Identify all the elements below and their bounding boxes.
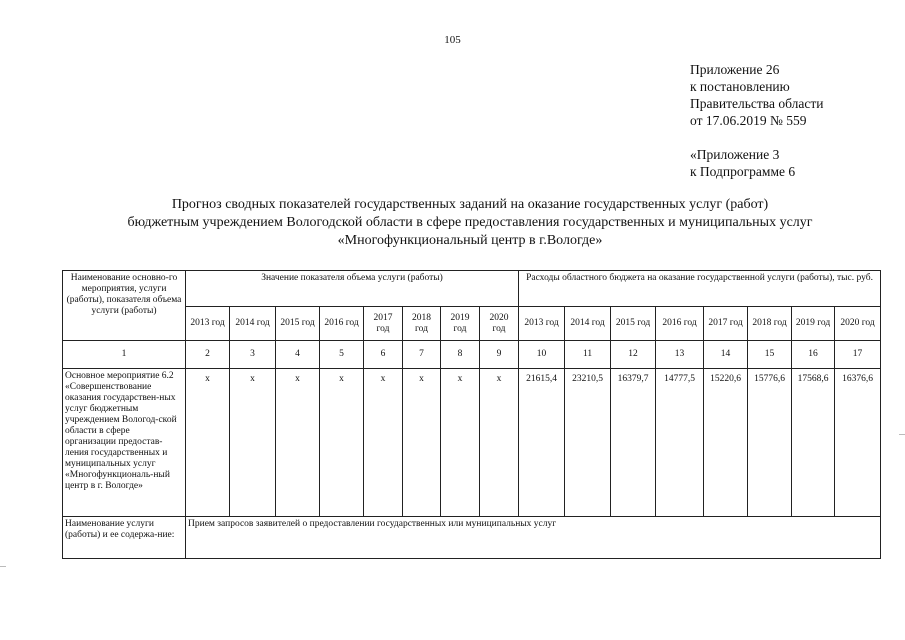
appendix-reference bbox=[690, 61, 823, 129]
column-number-row bbox=[63, 341, 881, 369]
volume-value-cell: х bbox=[364, 369, 403, 517]
column-number-cell: 8 bbox=[441, 341, 480, 369]
expense-year-cell: 2015 год bbox=[611, 307, 656, 341]
column-number-cell: 15 bbox=[748, 341, 792, 369]
column-number-cell: 2 bbox=[186, 341, 230, 369]
column-number-cell: 5 bbox=[320, 341, 364, 369]
volume-value-cell: х bbox=[441, 369, 480, 517]
column-number-cell: 6 bbox=[364, 341, 403, 369]
expense-value-cell: 16379,7 bbox=[611, 369, 656, 517]
header-expenses-cell: Расходы областного бюджета на оказание государственной услуги (работы), тыс. руб. bbox=[519, 271, 881, 307]
column-number-cell: 13 bbox=[656, 341, 704, 369]
expense-value-cell: 16376,6 bbox=[835, 369, 881, 517]
volume-value-cell: х bbox=[480, 369, 519, 517]
header-volume-cell: Значение показателя объема услуги (работы) bbox=[186, 271, 519, 307]
expense-year-cell: 2016 год bbox=[656, 307, 704, 341]
volume-value-cell: х bbox=[186, 369, 230, 517]
expense-value-cell: 23210,5 bbox=[565, 369, 611, 517]
volume-year-cell: 2013 год bbox=[186, 307, 230, 341]
volume-year-cell: 2014 год bbox=[230, 307, 276, 341]
title-line: бюджетным учреждением Вологодской области в сфере предоставления государственных и муниципальных услуг bbox=[127, 215, 813, 230]
column-number-cell: 9 bbox=[480, 341, 519, 369]
volume-year-cell: 2019 год bbox=[441, 307, 480, 341]
column-number-cell: 17 bbox=[835, 341, 881, 369]
event-name-cell: Основное мероприятие 6.2 «Совершенствование оказания государствен-ных услуг бюджетным учреждением Вологод-ской области в сфере организации предостав-ления государственных и муниципальных услуг «Многофункциональ-ный центр в г. Вологде» bbox=[63, 369, 186, 517]
volume-value-cell: х bbox=[320, 369, 364, 517]
expense-value-cell: 21615,4 bbox=[519, 369, 565, 517]
table-row-event bbox=[63, 369, 881, 517]
service-label-cell: Наименование услуги (работы) и ее содержа-ние: bbox=[63, 517, 186, 559]
sub-appendix-line: «Приложение 3 bbox=[690, 147, 780, 162]
volume-year-cell: 2017 год bbox=[364, 307, 403, 341]
volume-year-cell: 2016 год bbox=[320, 307, 364, 341]
expense-value-cell: 15776,6 bbox=[748, 369, 792, 517]
sub-appendix-line: к Подпрограмме 6 bbox=[690, 164, 796, 179]
table-years-row bbox=[63, 307, 881, 341]
column-number-cell: 10 bbox=[519, 341, 565, 369]
volume-value-cell: х bbox=[276, 369, 320, 517]
column-number-cell: 11 bbox=[565, 341, 611, 369]
scan-edge-mark bbox=[899, 434, 905, 435]
volume-value-cell: х bbox=[403, 369, 441, 517]
header-name-cell: Наименование основно-го мероприятия, услуги (работы), показателя объема услуги (работы) bbox=[63, 271, 186, 341]
expense-year-cell: 2017 год bbox=[704, 307, 748, 341]
title-line: «Многофункциональный центр в г.Вологде» bbox=[337, 233, 603, 248]
column-number-cell: 1 bbox=[63, 341, 186, 369]
appendix-line: от 17.06.2019 № 559 bbox=[690, 113, 807, 128]
volume-year-cell: 2018 год bbox=[403, 307, 441, 341]
title-line: Прогноз сводных показателей государственных заданий на оказание государственных услуг (работ) bbox=[171, 197, 769, 212]
column-number-cell: 4 bbox=[276, 341, 320, 369]
appendix-line: Правительства области bbox=[690, 96, 824, 111]
sub-appendix-reference bbox=[690, 146, 795, 180]
document-title bbox=[60, 196, 880, 250]
forecast-table bbox=[62, 270, 881, 559]
volume-year-cell: 2020 год bbox=[480, 307, 519, 341]
table-row-service bbox=[63, 517, 881, 559]
volume-year-cell: 2015 год bbox=[276, 307, 320, 341]
service-value-cell: Прием запросов заявителей о предоставлении государственных или муниципальных услуг bbox=[186, 517, 881, 559]
table-header-row bbox=[63, 271, 881, 307]
page-number: 105 bbox=[444, 34, 461, 46]
column-number-cell: 14 bbox=[704, 341, 748, 369]
appendix-line: к постановлению bbox=[690, 79, 790, 94]
appendix-line: Приложение 26 bbox=[690, 62, 780, 77]
column-number-cell: 12 bbox=[611, 341, 656, 369]
expense-year-cell: 2018 год bbox=[748, 307, 792, 341]
expense-year-cell: 2013 год bbox=[519, 307, 565, 341]
expense-year-cell: 2014 год bbox=[565, 307, 611, 341]
column-number-cell: 7 bbox=[403, 341, 441, 369]
expense-value-cell: 14777,5 bbox=[656, 369, 704, 517]
expense-year-cell: 2019 год bbox=[792, 307, 835, 341]
expense-year-cell: 2020 год bbox=[835, 307, 881, 341]
expense-value-cell: 15220,6 bbox=[704, 369, 748, 517]
column-number-cell: 16 bbox=[792, 341, 835, 369]
volume-value-cell: х bbox=[230, 369, 276, 517]
column-number-cell: 3 bbox=[230, 341, 276, 369]
scan-edge-mark bbox=[0, 566, 6, 567]
expense-value-cell: 17568,6 bbox=[792, 369, 835, 517]
